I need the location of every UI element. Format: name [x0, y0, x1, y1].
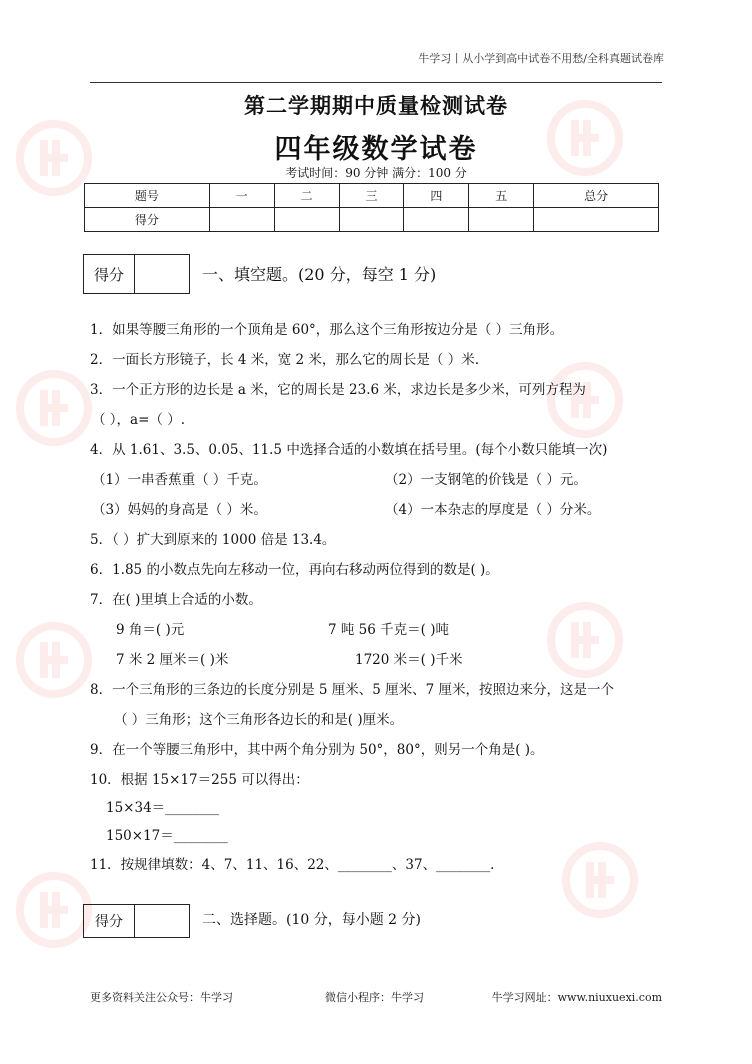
question-4-part-2: （2）一支钢笔的价钱是（ ）元。: [385, 472, 587, 488]
question-4-part-4: （4）一本杂志的厚度是（ ）分米。: [385, 502, 601, 518]
question-7-part-3: 7 米 2 厘米＝( )米: [116, 652, 229, 668]
question-8-continued: （ ）三角形；这个三角形各边长的和是( )厘米。: [114, 712, 404, 728]
watermark-logo-icon: [14, 368, 94, 448]
exam-title: 第二学期期中质量检测试卷: [244, 93, 508, 118]
section2-score-box: [83, 904, 190, 938]
question-6: 6．1.85 的小数点先向左移动一位，再向右移动两位得到的数是( )。: [90, 562, 499, 578]
question-10: 10．根据 15×17＝255 可以得出：: [90, 772, 309, 788]
question-8: 8．一个三角形的三条边的长度分别是 5 厘米、5 厘米、7 厘米，按照边来分，这是一个: [90, 682, 615, 698]
question-10-part-1: 15×34＝________: [106, 800, 220, 816]
footer-left: 更多资料关注公众号：牛学习: [90, 991, 233, 1004]
score-row-label: 得分: [85, 208, 210, 232]
watermark-logo-icon: [14, 870, 94, 950]
question-4-part-3: （3）妈妈的身高是（ ）米。: [92, 502, 267, 518]
section1-score-box: [83, 254, 190, 294]
section1-score-blank[interactable]: [135, 255, 189, 293]
score-cell[interactable]: [209, 208, 274, 232]
score-table-header: 二: [274, 184, 339, 208]
question-11: 11．按规律填数：4、7、11、16、22、________、37、________.: [90, 857, 495, 873]
question-7-part-1: 9 角＝( )元: [116, 622, 185, 638]
header-divider: [90, 82, 662, 83]
score-cell[interactable]: [404, 208, 469, 232]
section1-score-label: 得分: [84, 255, 135, 293]
question-7-part-2: 7 吨 56 千克＝( )吨: [328, 622, 449, 638]
score-table-header: 总分: [534, 184, 659, 208]
score-table: [84, 183, 659, 232]
section2-score-label: 得分: [84, 905, 135, 937]
score-cell[interactable]: [469, 208, 534, 232]
section2-score-blank[interactable]: [135, 905, 189, 937]
question-4: 4．从 1.61、3.5、0.05、11.5 中选择合适的小数填在括号里。(每个小数只能填一次): [90, 442, 608, 458]
watermark-logo-icon: [545, 600, 625, 680]
score-table-header: 题号: [85, 184, 210, 208]
question-3: 3．一个正方形的边长是 a 米，它的周长是 23.6 米，求边长是多少米，可列方程为: [90, 382, 586, 398]
question-2: 2．一面长方形镜子，长 4 米，宽 2 米，那么它的周长是（ ）米.: [90, 352, 480, 368]
score-cell[interactable]: [274, 208, 339, 232]
score-cell[interactable]: [339, 208, 404, 232]
watermark-logo-icon: [560, 840, 640, 920]
footer-right: 牛学习网址：www.niuxuexi.com: [491, 991, 662, 1004]
watermark-logo-icon: [14, 620, 94, 700]
section1-title: 一、填空题。(20 分，每空 1 分): [202, 265, 437, 284]
score-table-header: 五: [469, 184, 534, 208]
score-table-header-row: [85, 184, 659, 208]
exam-meta: 考试时间：90 分钟 满分：100 分: [285, 166, 467, 180]
score-table-header: 三: [339, 184, 404, 208]
score-cell[interactable]: [534, 208, 659, 232]
score-table-header: 四: [404, 184, 469, 208]
question-5: 5．（ ）扩大到原来的 1000 倍是 13.4。: [90, 532, 336, 548]
header-note: 牛学习丨从小学到高中试卷不用愁/全科真题试卷库: [418, 52, 664, 65]
footer-center: 微信小程序：牛学习: [325, 991, 424, 1004]
question-1: 1．如果等腰三角形的一个顶角是 60°，那么这个三角形按边分是（ ）三角形。: [90, 322, 564, 338]
question-10-part-2: 150×17＝________: [106, 828, 228, 844]
score-table-row: [85, 208, 659, 232]
question-7: 7．在( )里填上合适的小数。: [90, 592, 262, 608]
question-7-part-4: 1720 米＝( )千米: [355, 652, 463, 668]
exam-subtitle: 四年级数学试卷: [274, 134, 478, 165]
question-9: 9．在一个等腰三角形中，其中两个角分别为 50°，80°，则另一个角是( )。: [90, 742, 544, 758]
section2-title: 二、选择题。(10 分，每小题 2 分): [202, 912, 421, 928]
watermark-logo-icon: [545, 360, 625, 440]
score-table-header: 一: [209, 184, 274, 208]
question-4-part-1: （1）一串香蕉重（ ）千克。: [92, 472, 267, 488]
question-3-answer: （ ），a=（ ）.: [92, 412, 185, 428]
